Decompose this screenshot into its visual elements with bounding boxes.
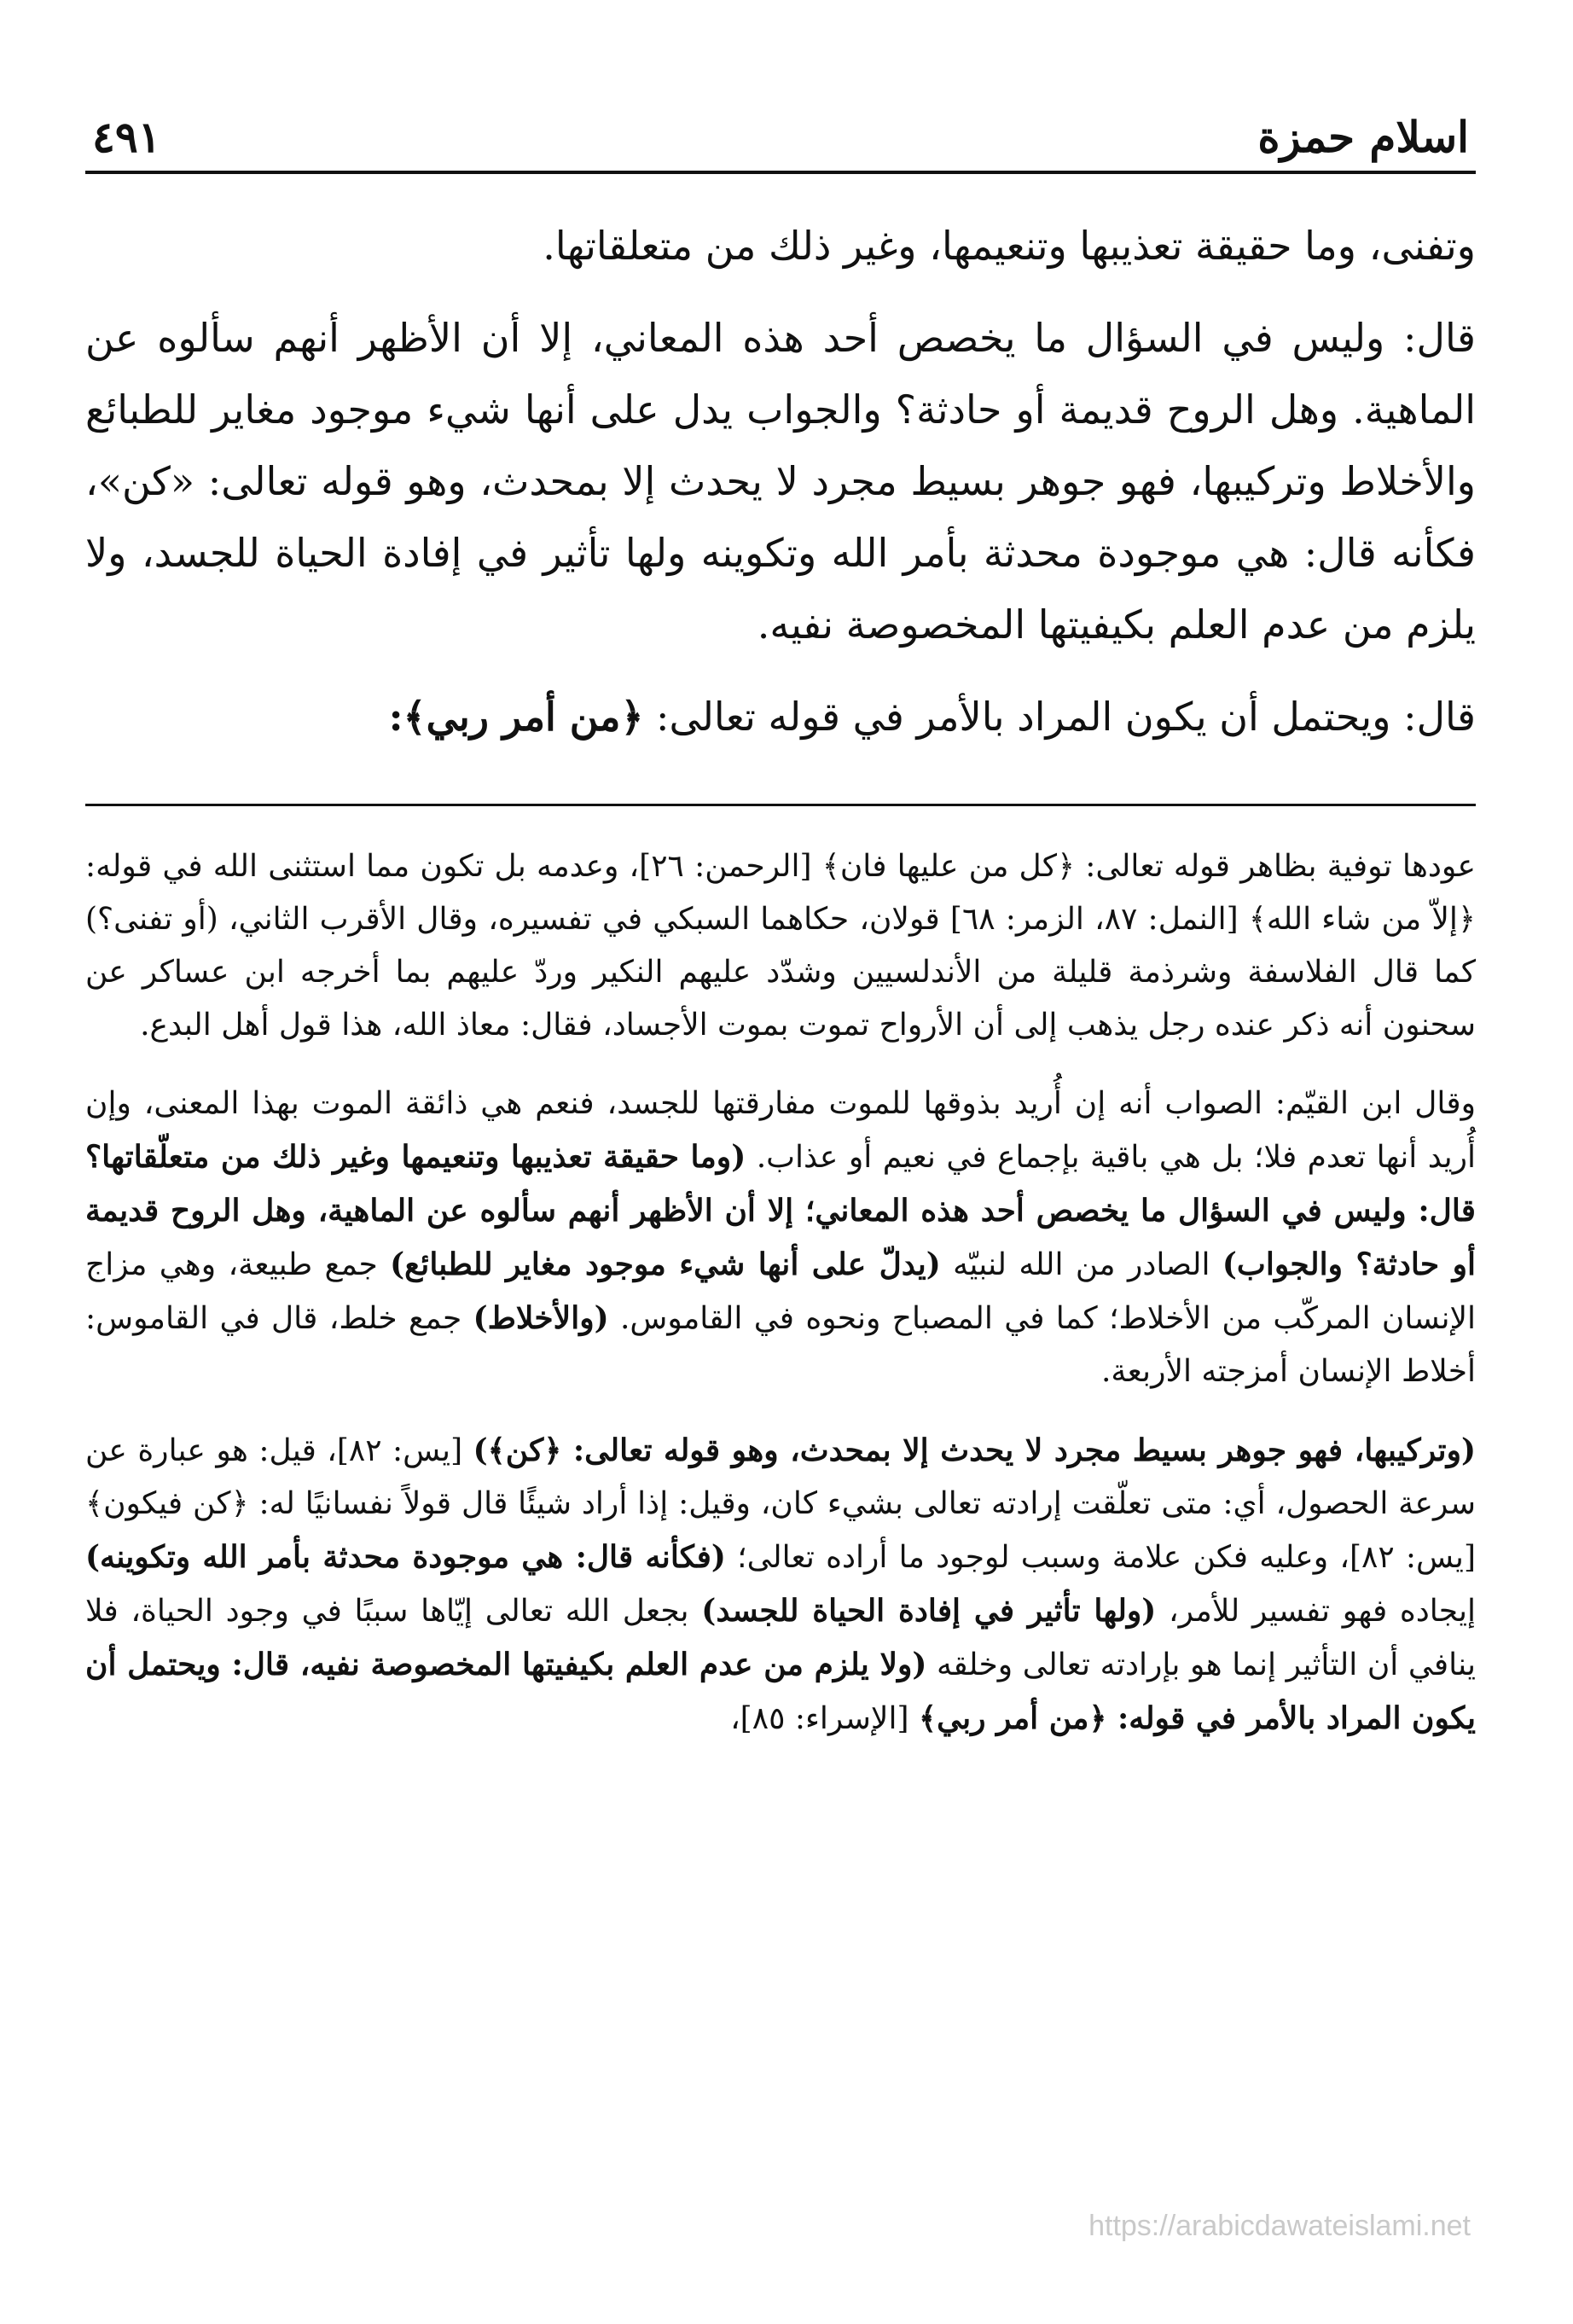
running-title: اسلام حمزة bbox=[1257, 112, 1469, 162]
footnote-separator bbox=[85, 804, 1476, 806]
note-3-text-h: [الإسراء: ٨٥]، bbox=[730, 1701, 919, 1736]
note-3-bold-e: (ولها تأثير في إفادة الحياة للجسد) bbox=[701, 1593, 1157, 1629]
book-page bbox=[85, 102, 1476, 1771]
note-3-text-f: بجعل الله تعالى إيّاها سببًا في وجود الحياة، فلا ينافي أن التأثير إنما هو بإرادته تعالى وخلقه bbox=[85, 1594, 1476, 1682]
note-3-bold-a: (وتركيبها، فهو جوهر بسيط مجرد لا يحدث إلا بمحدث، وهو قوله تعالى: ﴿كن﴾) bbox=[473, 1432, 1476, 1468]
note-paragraph-2 bbox=[85, 1078, 1476, 1398]
note-3-bold-c: (فكأنه قال: هي موجودة محدثة بأمر الله وتكوينه) bbox=[85, 1539, 726, 1575]
main-paragraph-1: وتفنى، وما حقيقة تعذيبها وتنعيمها، وغير ذلك من متعلقاتها. bbox=[543, 223, 1476, 269]
main-paragraph-3-text: قال: ويحتمل أن يكون المراد بالأمر في قوله تعالى: bbox=[643, 694, 1476, 740]
header-rule bbox=[85, 171, 1476, 174]
note-3-text-b: [يس: ٨٢]، قيل: هو عبارة عن سرعة الحصول، أي: متى تعلّقت إرادته تعالى بشيء كان، وقيل: إذا أراد شيئًا قال قولاً نفسانيًا له: ﴿كن فيكون﴾ [يس: ٨٢]، وعليه فكن علامة وسبب لوجود ما أراده تعالى؛ bbox=[85, 1433, 1476, 1575]
page-header bbox=[85, 102, 1476, 162]
note-2-text-e: جمع طبيعة، وهي مزاج الإنسان المركّب من الأخلاط؛ كما في المصباح ونحوه في القاموس. bbox=[85, 1247, 1476, 1336]
note-2-text-a: وقال ابن القيّم: الصواب أنه إن أُريد بذوقها للموت مفارقتها للجسد، فنعم هي ذائقة الموت بهذا المعنى، وإن أُريد أنها تعدم فلا؛ بل هي باقية بإجماع في نعيم أو عذاب. bbox=[85, 1086, 1477, 1175]
commentary-notes bbox=[85, 840, 1476, 1746]
note-2-bold-f: (والأخلاط) bbox=[473, 1300, 609, 1336]
main-text bbox=[85, 210, 1476, 752]
main-paragraph-3 bbox=[85, 681, 1476, 752]
note-paragraph-1: عودها توفية بظاهر قوله تعالى: ﴿كل من عليها فان﴾ [الرحمن: ٢٦]، وعدمه بل تكون مما استثنى الله في قوله: ﴿إلاّ من شاء الله﴾ [النمل: ٨٧، الزمر: ٦٨] قولان، حكاهما السبكي في تفسيره، وقال الأقرب الثاني، (أو تفنى؟) كما قال الفلاسفة وشرذمة قليلة من الأندلسيين وشدّد عليهم النكير وردّ عليهم بما أخرجه ابن عساكر عن سحنون أنه ذكر عنده رجل يذهب إلى أن الأرواح تموت بموت الأجساد، فقال: معاذ الله، هذا قول أهل البدع. bbox=[85, 849, 1476, 1043]
note-3-text-d: إيجاده فهو تفسير للأمر، bbox=[1156, 1594, 1476, 1629]
main-paragraph-2: قال: وليس في السؤال ما يخصص أحد هذه المعاني، إلا أن الأظهر أنهم سألوه عن الماهية. وهل الروح قديمة أو حادثة؟ والجواب يدل على أنها شيء موجود مغاير للطبائع والأخلاط وتركيبها، فهو جوهر بسيط مجرد لا يحدث إلا بمحدث، وهو قوله تعالى: «كن»، فكأنه قال: هي موجودة محدثة بأمر الله وتكوينه ولها تأثير في إفادة الحياة للجسد، ولا يلزم من عدم العلم بكيفيتها المخصوصة نفيه. bbox=[85, 315, 1476, 648]
note-paragraph-3 bbox=[85, 1424, 1476, 1746]
note-2-text-g: جمع خلط، قال في القاموس: أخلاط الإنسان أمزجته الأربعة. bbox=[85, 1301, 1476, 1389]
page-number: ٤٩١ bbox=[92, 112, 161, 162]
note-3-bold-g: (ولا يلزم من عدم العلم بكيفيتها المخصوصة نفيه، قال: ويحتمل أن يكون المراد بالأمر في قوله: ﴿من أمر ربي﴾ bbox=[85, 1647, 1476, 1736]
note-2-text-c: الصادر من الله لنبيّه bbox=[940, 1247, 1222, 1282]
note-2-bold-b: (وما حقيقة تعذيبها وتنعيمها وغير ذلك من متعلّقاتها؟ قال: وليس في السؤال ما يخصص أحد هذه المعاني؛ إلا أن الأظهر أنهم سألوه عن الماهية، وهل الروح قديمة أو حادثة؟ والجواب) bbox=[85, 1139, 1476, 1282]
quran-quote: ﴿من أمر ربي﴾: bbox=[388, 694, 644, 740]
watermark-url: https://arabicdawateislami.net bbox=[1088, 2210, 1471, 2242]
note-2-bold-d: (يدلّ على أنها شيء موجود مغاير للطبائع) bbox=[390, 1246, 941, 1282]
